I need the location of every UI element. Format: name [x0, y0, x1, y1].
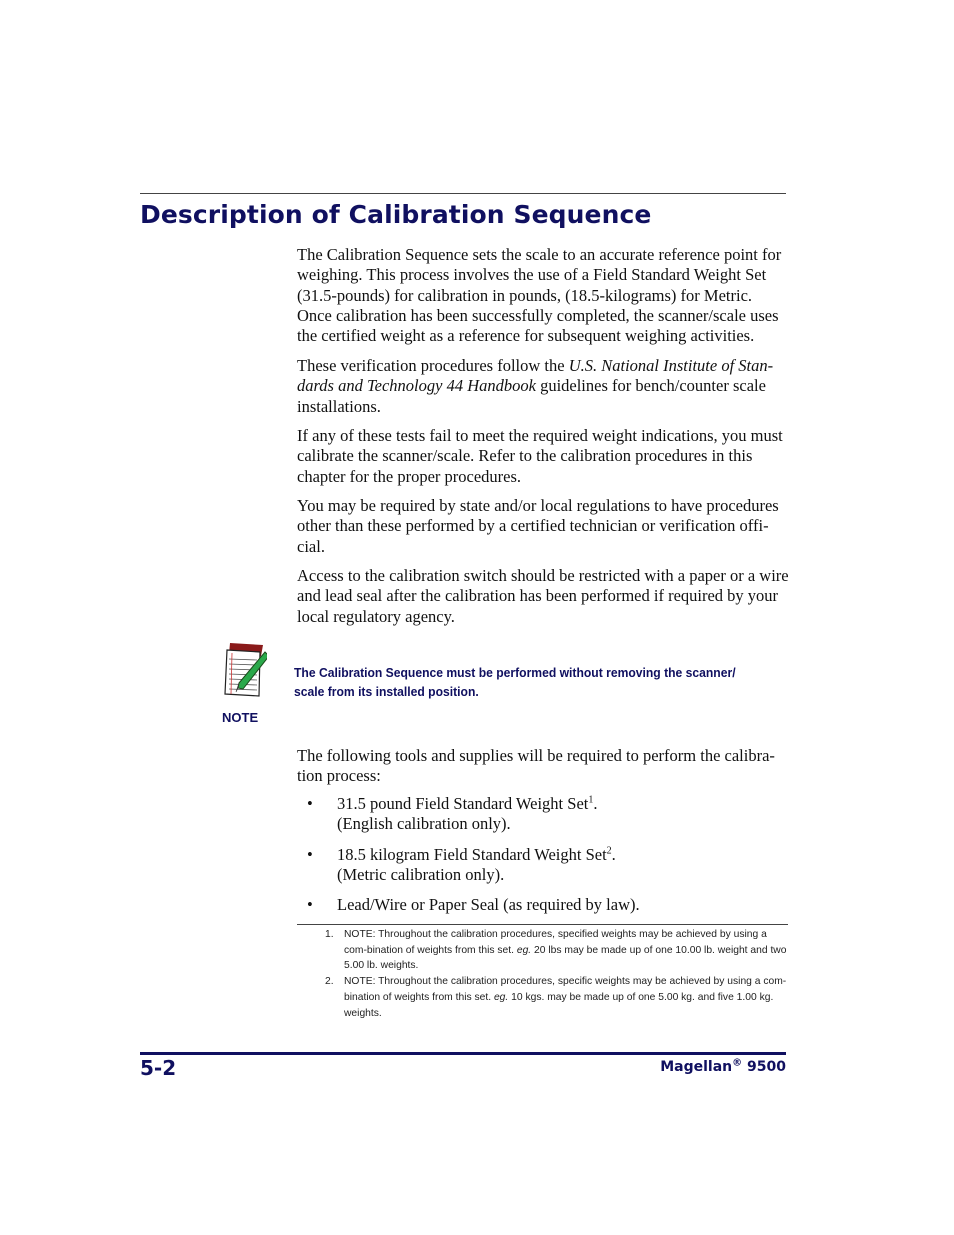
regulations-paragraph: You may be required by state and/or local regulations to have procedures other than these performed by a certified technician or verification offi-cial.	[297, 496, 779, 556]
footnote-rule	[297, 924, 788, 925]
top-rule	[140, 193, 786, 194]
list-item: • 18.5 kilogram Field Standard Weight Set$^2$. (Metric calibration only).	[307, 844, 616, 884]
seal-paragraph: Access to the calibration switch should be restricted with a paper or a wire and lead seal after the calibration has been performed if required by your local regulatory agency.	[297, 566, 789, 626]
footnote-2: 2. NOTE: Throughout the calibration procedures, specific weights may be achieved by using a com-bination of weights from this set. eg. 10 kgs. may be made up of one 5.00 kg. and five 1.00 kg. weights.	[325, 976, 787, 1019]
verification-paragraph: These verification procedures follow the U.S. National Institute of Stan-dards and Technology 44 Handbook guidelines for bench/counter scale installations.	[297, 356, 774, 416]
handbook-title: U.S. National Institute of Stan-dards and Technology 44 Handbook	[297, 356, 774, 396]
intro-paragraph: The Calibration Sequence sets the scale to an accurate reference point for weighing. This process involves the use of a Field Standard Weight Set (31.5-pounds) for calibration in pounds, (18.5-kilograms) for Metric. Once calibration has been successfully completed, the scanner/scale uses the certified weight as a reference for subsequent weighing activities.	[297, 245, 782, 346]
registered-mark: ®	[732, 1057, 743, 1069]
footnotes	[322, 927, 788, 1021]
footnote-ref: 1	[588, 794, 594, 806]
page-number: 5-2	[140, 1056, 177, 1080]
tests-fail-paragraph: If any of these tests fail to meet the required weight indications, you must calibrate the scanner/scale. Refer to the calibration procedures in this chapter for the proper procedures.	[297, 426, 783, 486]
list-item: • 31.5 pound Field Standard Weight Set$^1$. (English calibration only).	[307, 794, 598, 834]
list-item: • Lead/Wire or Paper Seal (as required by law).	[307, 895, 640, 915]
bullet-icon: •	[307, 844, 313, 864]
notepad-pencil-icon	[221, 641, 267, 697]
footnote-ref: 2	[606, 845, 612, 857]
bullet-icon: •	[307, 794, 313, 813]
footer-product-title: Magellan® 9500	[660, 1057, 786, 1075]
note-text: The Calibration Sequence must be performed without removing the scanner/ scale from its installed position.	[294, 665, 736, 699]
tools-paragraph: The following tools and supplies will be required to perform the calibra-tion process:	[297, 746, 775, 786]
footer-rule	[140, 1052, 786, 1055]
tools-list	[307, 794, 640, 925]
bullet-icon: •	[307, 895, 313, 915]
footnote-1: 1. NOTE: Throughout the calibration procedures, specified weights may be achieved by using a com-bination of weights from this set. eg. 20 lbs may be made up of one 10.00 lb. weight and two 5.00 lb. weights.	[325, 929, 787, 972]
note-label: NOTE	[222, 710, 259, 725]
section-title: Description of Calibration Sequence	[140, 200, 652, 229]
